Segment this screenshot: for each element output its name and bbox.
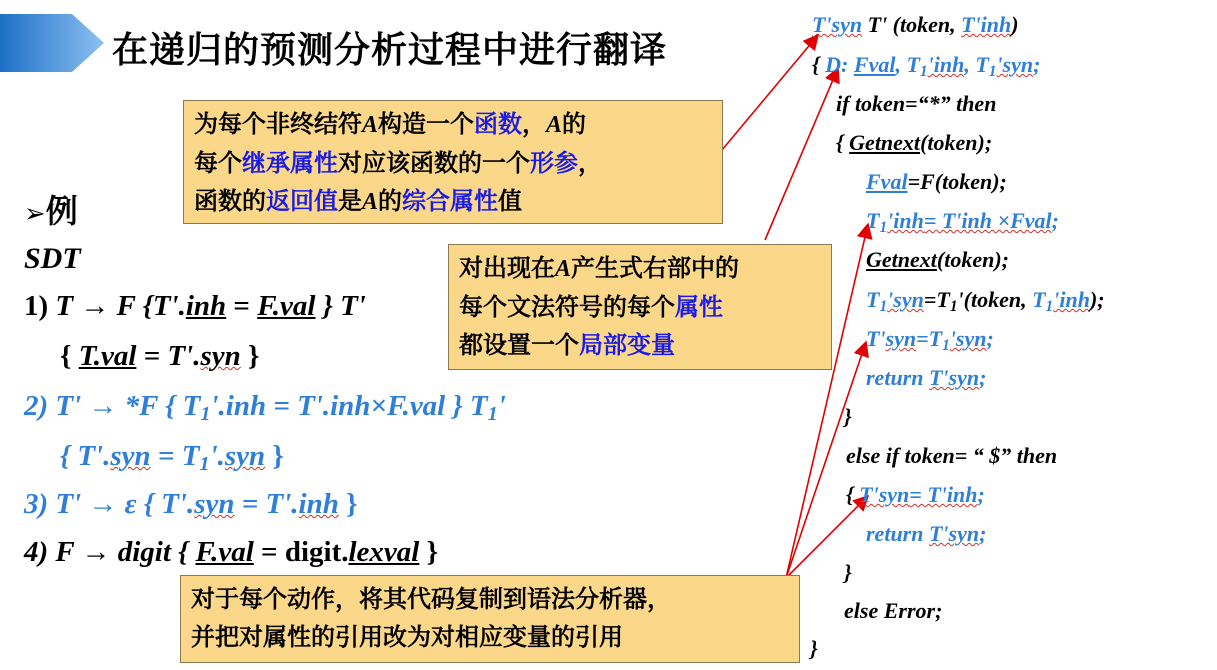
example-label: ➢例 xyxy=(24,192,78,230)
rule-1-action: { T.val = T'.syn } xyxy=(60,340,260,372)
sdt-label: SDT xyxy=(24,242,81,275)
code-line-5: Fval=F(token); xyxy=(866,169,1007,194)
rule-1: 1) T → F {T'.inh = F.val } T' xyxy=(24,290,366,322)
callout-variable-box: 对出现在A产生式右部中的 每个文法符号的每个属性 都设置一个局部变量 xyxy=(448,244,832,370)
code-line-16: else Error; xyxy=(844,598,943,623)
code-line-17: } xyxy=(810,636,818,661)
rule-2: 2) T' → *F { $T_1'.inh = T'.inh\times F.val$ } $T_1'$ xyxy=(24,390,506,426)
code-line-9: $T'syn=T_1'syn$; xyxy=(866,326,994,354)
code-line-14: return T'syn; xyxy=(866,521,987,546)
code-line-12: else if token= “ $” then xyxy=(846,443,1058,468)
code-line-10: return T'syn; xyxy=(866,365,987,390)
rule-3: 3) T' → ε { T'.syn = T'.inh } xyxy=(24,488,358,520)
code-line-2: { D: Fval, $T_1'inh$, $T_1'syn$; xyxy=(812,52,1041,80)
code-line-3: if token=“*” then xyxy=(836,91,997,116)
code-line-8: $T_1'syn=T_1'(token$, $T_1'inh$); xyxy=(866,287,1105,315)
code-line-6: $T_1'inh= T'inh$ ×Fval; xyxy=(866,208,1059,236)
bullet-arrow-icon: ➢ xyxy=(24,199,46,229)
rule-2-action: { $T'.syn = T_1'.syn$ } xyxy=(60,440,284,476)
code-line-7: Getnext(token); xyxy=(866,247,1009,272)
code-line-4: { Getnext(token); xyxy=(836,130,993,155)
page-title: 在递归的预测分析过程中进行翻译 xyxy=(112,30,668,71)
code-line-1: T'syn T' (token, T'inh) xyxy=(812,12,1019,37)
code-line-11: } xyxy=(844,404,852,429)
callout-function-box: 为每个非终结符A构造一个函数，A的 每个继承属性对应该函数的一个形参， 函数的返回值是A的综合属性值 xyxy=(183,100,723,224)
callout-action-box: 对于每个动作，将其代码复制到语法分析器， 并把对属性的引用改为对相应变量的引用 xyxy=(180,575,800,663)
code-line-15: } xyxy=(844,560,852,585)
code-line-13: { T'syn= T'inh; xyxy=(846,482,985,507)
rule-4: 4) F → digit { F.val = digit.lexval } xyxy=(24,536,439,568)
